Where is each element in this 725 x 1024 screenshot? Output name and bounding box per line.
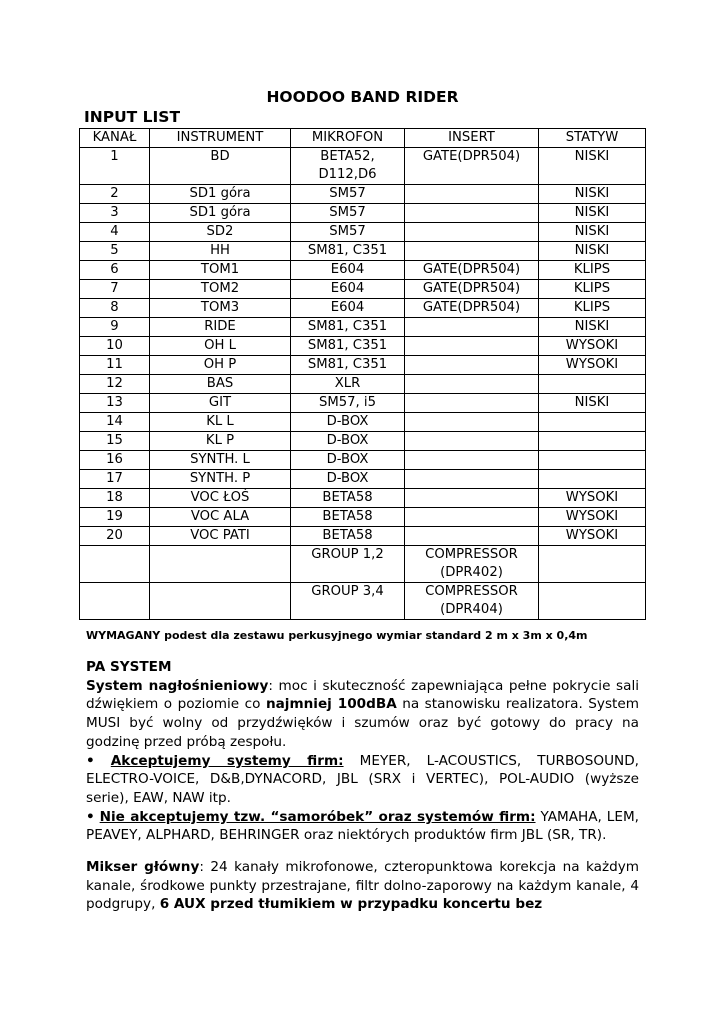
table-cell: KL L: [150, 413, 291, 432]
table-cell: NISKI: [539, 318, 646, 337]
table-cell: 19: [80, 508, 150, 527]
table-row: [80, 489, 646, 508]
table-cell: [539, 375, 646, 394]
table-cell: D-BOX: [291, 451, 405, 470]
table-cell: NISKI: [539, 185, 646, 204]
table-cell: RIDE: [150, 318, 291, 337]
table-cell: VOC PATI: [150, 527, 291, 546]
table-cell: 3: [80, 204, 150, 223]
table-cell: [405, 223, 539, 242]
table-row: [80, 451, 646, 470]
table-row: [80, 242, 646, 261]
table-cell: SYNTH. P: [150, 470, 291, 489]
table-cell: COMPRESSOR (DPR402): [405, 546, 539, 583]
table-cell: VOC ALA: [150, 508, 291, 527]
table-cell: 20: [80, 527, 150, 546]
table-cell: NISKI: [539, 242, 646, 261]
table-cell: SM57, i5: [291, 394, 405, 413]
table-cell: E604: [291, 261, 405, 280]
table-cell: 14: [80, 413, 150, 432]
table-cell: SD1 góra: [150, 204, 291, 223]
column-header: INSTRUMENT: [150, 129, 291, 148]
pa-system-paragraph: [86, 677, 639, 752]
accepted-brands-text: MEYER, L-ACOUSTICS, TURBOSOUND, ELECTRO-VOICE, D&B,DYNACORD, JBL (SRX i VERTEC), POL-AUDIO (wyższe serie), EAW, NAW itp.: [86, 752, 639, 806]
table-cell: 18: [80, 489, 150, 508]
table-cell: [405, 432, 539, 451]
bullet: •: [86, 752, 95, 769]
table-cell: KLIPS: [539, 261, 646, 280]
table-row: [80, 204, 646, 223]
table-cell: 6: [80, 261, 150, 280]
table-cell: TOM3: [150, 299, 291, 318]
table-cell: VOC ŁOŚ: [150, 489, 291, 508]
table-cell: [150, 583, 291, 620]
column-header: INSERT: [405, 129, 539, 148]
table-header-row: [80, 129, 646, 148]
table-cell: OH P: [150, 356, 291, 375]
table-row: [80, 148, 646, 185]
table-cell: [405, 185, 539, 204]
table-cell: GATE(DPR504): [405, 299, 539, 318]
table-cell: E604: [291, 280, 405, 299]
input-list-table: [79, 128, 646, 620]
table-row: [80, 508, 646, 527]
table-cell: WYSOKI: [539, 489, 646, 508]
table-cell: [405, 508, 539, 527]
table-cell: 10: [80, 337, 150, 356]
table-cell: NISKI: [539, 204, 646, 223]
table-cell: XLR: [291, 375, 405, 394]
table-cell: SM81, C351: [291, 337, 405, 356]
table-cell: SD1 góra: [150, 185, 291, 204]
table-cell: [80, 583, 150, 620]
table-cell: [405, 413, 539, 432]
table-cell: 13: [80, 394, 150, 413]
table-row: [80, 546, 646, 583]
table-cell: BETA52, D112,D6: [291, 148, 405, 185]
table-cell: GATE(DPR504): [405, 148, 539, 185]
table-cell: [405, 318, 539, 337]
table-cell: [405, 451, 539, 470]
table-cell: [539, 583, 646, 620]
table-cell: WYSOKI: [539, 508, 646, 527]
table-cell: GIT: [150, 394, 291, 413]
table-cell: [405, 489, 539, 508]
table-cell: 4: [80, 223, 150, 242]
table-row: [80, 583, 646, 620]
table-cell: SM57: [291, 204, 405, 223]
table-row: [80, 394, 646, 413]
column-header: MIKROFON: [291, 129, 405, 148]
table-cell: 8: [80, 299, 150, 318]
table-cell: BD: [150, 148, 291, 185]
table-cell: GATE(DPR504): [405, 280, 539, 299]
table-row: [80, 280, 646, 299]
table-cell: WYSOKI: [539, 356, 646, 375]
table-cell: GATE(DPR504): [405, 261, 539, 280]
mixer-label: Mikser główny: [86, 859, 200, 875]
table-cell: D-BOX: [291, 413, 405, 432]
table-cell: BETA58: [291, 527, 405, 546]
table-cell: TOM2: [150, 280, 291, 299]
bullet: •: [86, 808, 95, 825]
table-cell: SM57: [291, 185, 405, 204]
table-cell: SYNTH. L: [150, 451, 291, 470]
table-cell: SM81, C351: [291, 242, 405, 261]
table-cell: GROUP 3,4: [291, 583, 405, 620]
table-row: [80, 470, 646, 489]
table-cell: 17: [80, 470, 150, 489]
table-cell: [405, 375, 539, 394]
table-row: [80, 527, 646, 546]
table-row: [80, 356, 646, 375]
table-cell: NISKI: [539, 394, 646, 413]
table-cell: 7: [80, 280, 150, 299]
table-cell: KLIPS: [539, 280, 646, 299]
table-cell: KL P: [150, 432, 291, 451]
table-row: [80, 261, 646, 280]
mixer-paragraph: [86, 858, 639, 914]
table-cell: BAS: [150, 375, 291, 394]
table-cell: HH: [150, 242, 291, 261]
table-cell: [405, 337, 539, 356]
table-row: [80, 337, 646, 356]
table-cell: [539, 432, 646, 451]
table-row: [80, 223, 646, 242]
system-text: : moc i skuteczność zapewniająca pełne pokrycie sali dźwiękiem o poziomie co: [86, 677, 639, 713]
mixer-section: [86, 858, 639, 914]
table-cell: [405, 242, 539, 261]
table-row: [80, 318, 646, 337]
table-cell: BETA58: [291, 489, 405, 508]
table-cell: OH L: [150, 337, 291, 356]
column-header: KANAŁ: [80, 129, 150, 148]
table-row: [80, 375, 646, 394]
rejected-brands-label: Nie akceptujemy tzw. “samoróbek” oraz systemów firm:: [99, 808, 536, 825]
pa-system-heading: PA SYSTEM: [86, 659, 172, 675]
table-cell: [150, 546, 291, 583]
pa-system-section: [86, 658, 639, 845]
table-row: [80, 432, 646, 451]
table-cell: 16: [80, 451, 150, 470]
table-cell: 2: [80, 185, 150, 204]
mixer-text: : 24 kanały mikrofonowe, czteropunktowa korekcja na każdym kanale, środkowe punkty przestrajane, filtr dolno-zaporowy na każdym kanale, 4 podgrupy,: [86, 859, 640, 913]
table-cell: E604: [291, 299, 405, 318]
table-cell: 11: [80, 356, 150, 375]
table-cell: 9: [80, 318, 150, 337]
table-row: [80, 299, 646, 318]
table-cell: SM81, C351: [291, 356, 405, 375]
rejected-brands-text: YAMAHA, LEM, PEAVEY, ALPHARD, BEHRINGER oraz niektórych produktów firm JBL (SR, TR).: [86, 808, 640, 844]
table-cell: 5: [80, 242, 150, 261]
system-label: System nagłośnieniowy: [86, 677, 269, 694]
table-cell: [405, 204, 539, 223]
table-cell: 15: [80, 432, 150, 451]
table-cell: TOM1: [150, 261, 291, 280]
table-row: [80, 413, 646, 432]
table-cell: [405, 527, 539, 546]
table-cell: [80, 546, 150, 583]
table-cell: [539, 546, 646, 583]
input-list-heading: INPUT LIST: [84, 108, 181, 126]
mixer-aux-requirement: 6 AUX przed tłumikiem w przypadku koncertu bez: [159, 896, 543, 913]
accepted-brands-label: Akceptujemy systemy firm:: [110, 752, 344, 769]
table-cell: [539, 470, 646, 489]
table-cell: WYSOKI: [539, 527, 646, 546]
table-cell: D-BOX: [291, 470, 405, 489]
table-cell: KLIPS: [539, 299, 646, 318]
table-cell: [405, 394, 539, 413]
table-cell: 12: [80, 375, 150, 394]
table-cell: SM57: [291, 223, 405, 242]
table-cell: NISKI: [539, 148, 646, 185]
table-cell: [405, 356, 539, 375]
spl-requirement: najmniej 100dBA: [265, 696, 397, 713]
table-cell: GROUP 1,2: [291, 546, 405, 583]
document-title: HOODOO BAND RIDER: [266, 88, 459, 106]
table-cell: [405, 470, 539, 489]
table-cell: COMPRESSOR (DPR404): [405, 583, 539, 620]
table-cell: BETA58: [291, 508, 405, 527]
table-row: [80, 185, 646, 204]
system-text: na stanowisku realizatora. System MUSI być wolny od przydźwięków i szumów oraz być gotowy do pracy na godzinę przed próbą zespołu.: [86, 696, 639, 750]
rejected-brands-paragraph: [86, 808, 639, 845]
table-cell: [539, 451, 646, 470]
table-cell: WYSOKI: [539, 337, 646, 356]
accepted-brands-paragraph: [86, 752, 639, 808]
stage-riser-note: WYMAGANY podest dla zestawu perkusyjnego wymiar standard 2 m x 3m x 0,4m: [86, 629, 588, 642]
table-cell: [539, 413, 646, 432]
table-cell: SD2: [150, 223, 291, 242]
column-header: STATYW: [539, 129, 646, 148]
table-cell: SM81, C351: [291, 318, 405, 337]
table-cell: 1: [80, 148, 150, 185]
table-cell: D-BOX: [291, 432, 405, 451]
table-cell: NISKI: [539, 223, 646, 242]
